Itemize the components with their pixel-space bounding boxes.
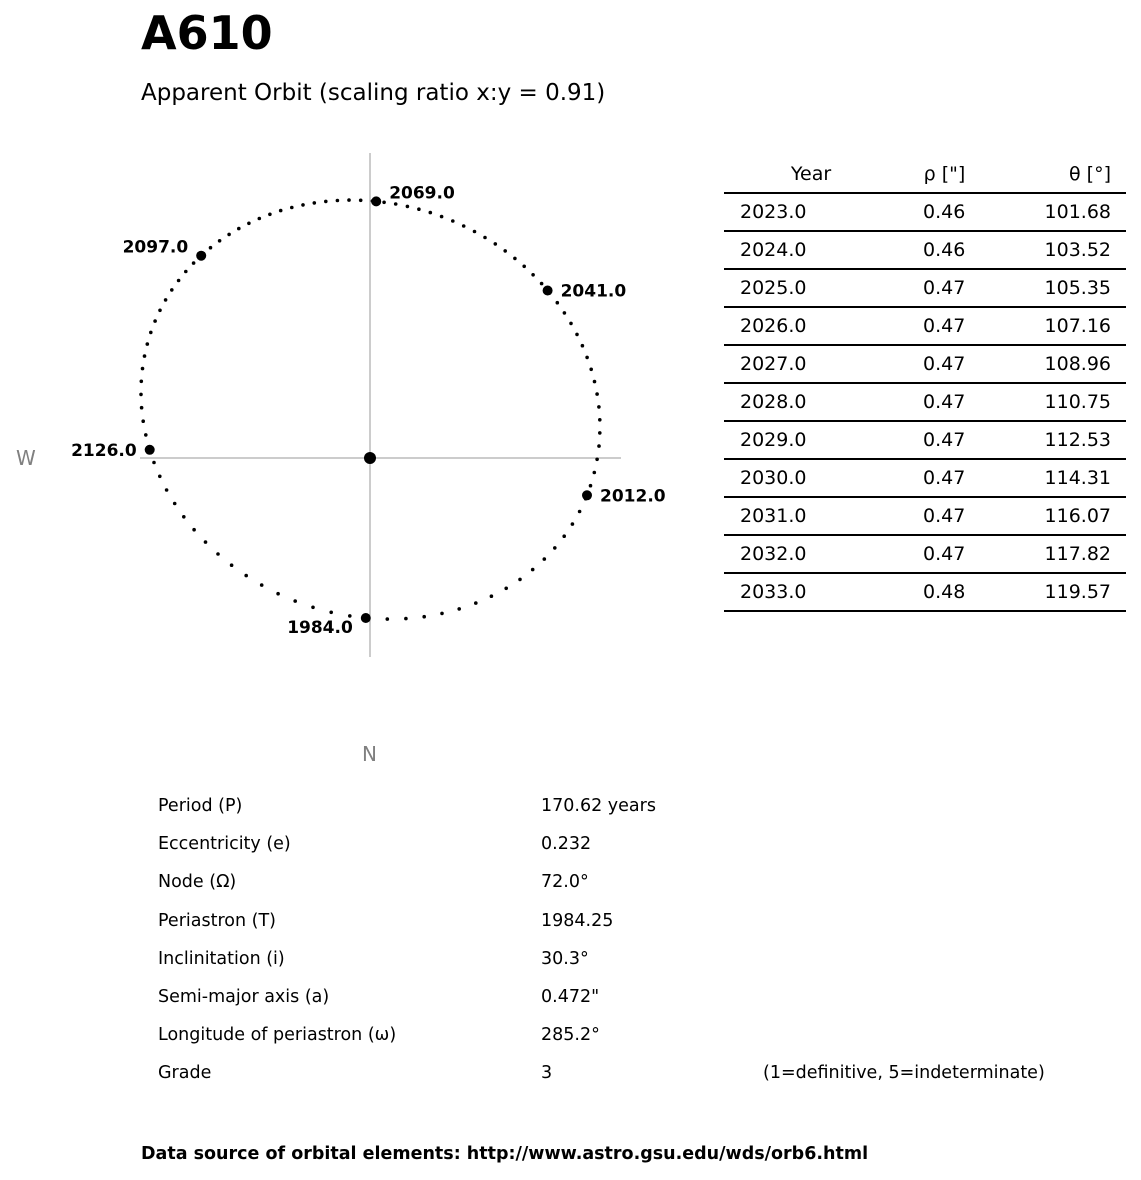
year-cell: 2031.0 [724,497,871,535]
element-name: Longitude of periastron (ω) [158,1025,397,1046]
orbit-dot [247,222,251,226]
orbit-dot [494,242,498,246]
rho-cell: 0.47 [871,421,980,459]
element-value: 0.232 [541,834,592,855]
orbit-dot [140,406,144,410]
col-year-header: Year [724,156,871,193]
orbit-dot [597,405,601,409]
primary-star [364,452,376,464]
year-cell: 2029.0 [724,421,871,459]
orbit-dot [382,201,386,205]
rho-cell: 0.47 [871,497,980,535]
orbit-dot [440,215,444,219]
orbit-dot [164,298,168,302]
rho-cell: 0.48 [871,573,980,611]
element-name: Grade [158,1063,212,1084]
orbit-dot [152,461,156,465]
orbit-dot [483,236,487,240]
orbit-dot [192,261,196,265]
orbit-dot [140,380,144,384]
orbit-dot [276,592,280,596]
orbit-dot [347,198,351,202]
plot-subtitle: Apparent Orbit (scaling ratio x:y = 0.91) [141,80,606,106]
theta-cell: 107.16 [980,307,1126,345]
orbit-dot [290,206,294,210]
col-rho-header: ρ ["] [871,156,980,193]
orbit-dot [144,433,148,437]
orbit-dot [237,227,241,231]
ephemeris-table [724,156,1126,612]
epoch-point [196,251,206,261]
north-label: N [362,742,377,766]
table-row [724,459,1126,497]
element-name: Eccentricity (e) [158,834,291,855]
element-value: 170.62 years [541,796,656,816]
orbit-dot [593,471,597,475]
orbit-dot [589,484,593,488]
element-note: (1=definitive, 5=indeterminate) [763,1063,1045,1084]
year-cell: 2026.0 [724,307,871,345]
orbit-dot [562,534,566,538]
epoch-label: 1984.0 [287,618,353,638]
orbit-dot [301,203,305,207]
year-cell: 2024.0 [724,231,871,269]
star-title: A610 [141,6,273,60]
epoch-label: 2069.0 [389,183,455,204]
theta-cell: 114.31 [980,459,1126,497]
table-row [724,193,1126,231]
orbit-dot [553,546,557,550]
theta-cell: 108.96 [980,345,1126,383]
rho-cell: 0.46 [871,193,980,231]
plot-axes [140,153,621,657]
orbit-dot [585,356,589,360]
orbit-dot [440,612,444,616]
year-cell: 2025.0 [724,269,871,307]
orbit-dot [593,380,597,384]
orbit-dot [146,342,150,346]
element-name: Period (P) [158,796,243,816]
epoch-label: 2041.0 [560,281,627,302]
element-value: 30.3° [541,948,589,969]
orbit-dot [216,552,220,556]
element-value: 1984.25 [541,910,614,931]
theta-cell: 101.68 [980,193,1126,231]
orbit-dot [571,522,575,526]
orbit-dot [513,257,517,261]
element-name: Semi-major axis (a) [158,986,330,1007]
orbit-dot [598,431,602,435]
orbit-dot [597,444,601,448]
element-value: 72.0° [541,872,589,893]
epoch-point [145,445,155,455]
orbit-dot [422,615,426,619]
orbit-dot [417,207,421,211]
orbit-dot [230,563,234,567]
orbit-dot [244,574,248,578]
data-source-note: Data source of orbital elements: http://www.astro.gsu.edu/wds/orb6.html [141,1144,869,1164]
epoch-markers [71,183,666,638]
element-name: Inclinitation (i) [158,948,285,969]
orbit-dot [451,219,455,223]
orbit-dot [575,333,579,337]
year-cell: 2033.0 [724,573,871,611]
orbit-dot [153,319,157,323]
theta-cell: 116.07 [980,497,1126,535]
orbit-dot [336,199,340,203]
orbit-dot [540,282,544,286]
element-value: 3 [541,1063,553,1084]
orbit-dot [595,392,599,396]
rho-cell: 0.47 [871,345,980,383]
element-value: 285.2° [541,1025,600,1046]
orbit-dot [170,288,174,292]
orbit-dot [313,201,317,205]
table-row [724,535,1126,573]
orbit-dot [595,458,599,462]
theta-cell: 117.82 [980,535,1126,573]
epoch-point [371,196,381,206]
rho-cell: 0.47 [871,269,980,307]
orbit-dot [543,557,547,561]
table-row [724,269,1126,307]
orbit-dot [165,488,169,492]
epoch-label: 2012.0 [600,486,666,507]
orbit-dot [209,246,213,250]
orbit-dot [192,528,196,532]
orbit-dot [260,583,264,587]
orbit-dot [268,213,272,217]
orbit-dot [462,224,466,228]
orbit-dot [503,249,507,253]
rho-cell: 0.46 [871,231,980,269]
year-cell: 2032.0 [724,535,871,573]
orbit-dot [429,211,433,215]
orbit-dot [569,322,573,326]
table-row [724,421,1126,459]
orbit-dot [311,606,315,610]
orbit-dot [522,265,526,269]
epoch-label: 2097.0 [122,237,189,258]
year-cell: 2023.0 [724,193,871,231]
table-row [724,573,1126,611]
theta-cell: 110.75 [980,383,1126,421]
west-label: W [16,446,36,470]
orbit-dot [293,599,297,603]
orbit-dot [563,311,567,315]
col-theta-header: θ [°] [980,156,1126,193]
orbit-dot [556,301,560,305]
orbit-dot [359,199,363,203]
table-row [724,345,1126,383]
orbit-dot [173,502,177,506]
orbit-dot [177,279,181,283]
orbit-dot [141,367,145,371]
element-name: Node (Ω) [158,872,237,893]
orbit-dot [143,354,147,358]
theta-cell: 112.53 [980,421,1126,459]
orbit-dot [473,230,477,234]
table-row [724,307,1126,345]
orbit-dot [386,617,390,621]
orbit-dot [518,578,522,582]
table-row [724,383,1126,421]
orbit-dot [279,209,283,213]
theta-cell: 103.52 [980,231,1126,269]
orbit-dot [204,540,208,544]
orbit-dot [258,217,262,221]
epoch-label: 2126.0 [71,440,137,461]
orbit-dot [457,607,461,611]
orbit-dot [578,510,582,514]
orbit-dot [598,418,602,422]
orbit-dot [218,239,222,243]
orbit-dot [227,233,231,237]
orbit-dot [158,475,162,479]
orbit-dot [404,617,408,621]
epoch-point [582,490,592,500]
orbit-dot [139,393,143,397]
table-row [724,231,1126,269]
orbit-dot [158,309,162,313]
year-cell: 2030.0 [724,459,871,497]
rho-cell: 0.47 [871,383,980,421]
year-cell: 2027.0 [724,345,871,383]
table-row [724,497,1126,535]
orbit-dot [490,594,494,598]
rho-cell: 0.47 [871,459,980,497]
rho-cell: 0.47 [871,307,980,345]
orbit-dot [581,344,585,348]
orbit-dot [531,273,535,277]
orbit-dot [149,331,153,335]
ephemeris-header-row [724,156,1126,193]
epoch-point [543,286,553,296]
orbit-dot [531,568,535,572]
epoch-point [361,613,371,623]
orbit-dot [141,419,145,423]
orbit-dot [329,611,333,615]
element-name: Periastron (T) [158,910,276,931]
orbit-dot [474,601,478,605]
orbit-plot [0,140,700,780]
orbit-dot [589,368,593,372]
orbit-dot [406,205,410,209]
element-value: 0.472" [541,986,600,1007]
theta-cell: 105.35 [980,269,1126,307]
rho-cell: 0.47 [871,535,980,573]
orbit-dot [184,270,188,274]
orbit-dot [182,515,186,519]
year-cell: 2028.0 [724,383,871,421]
orbit-dot [504,587,508,591]
theta-cell: 119.57 [980,573,1126,611]
orbit-dot [324,200,328,204]
